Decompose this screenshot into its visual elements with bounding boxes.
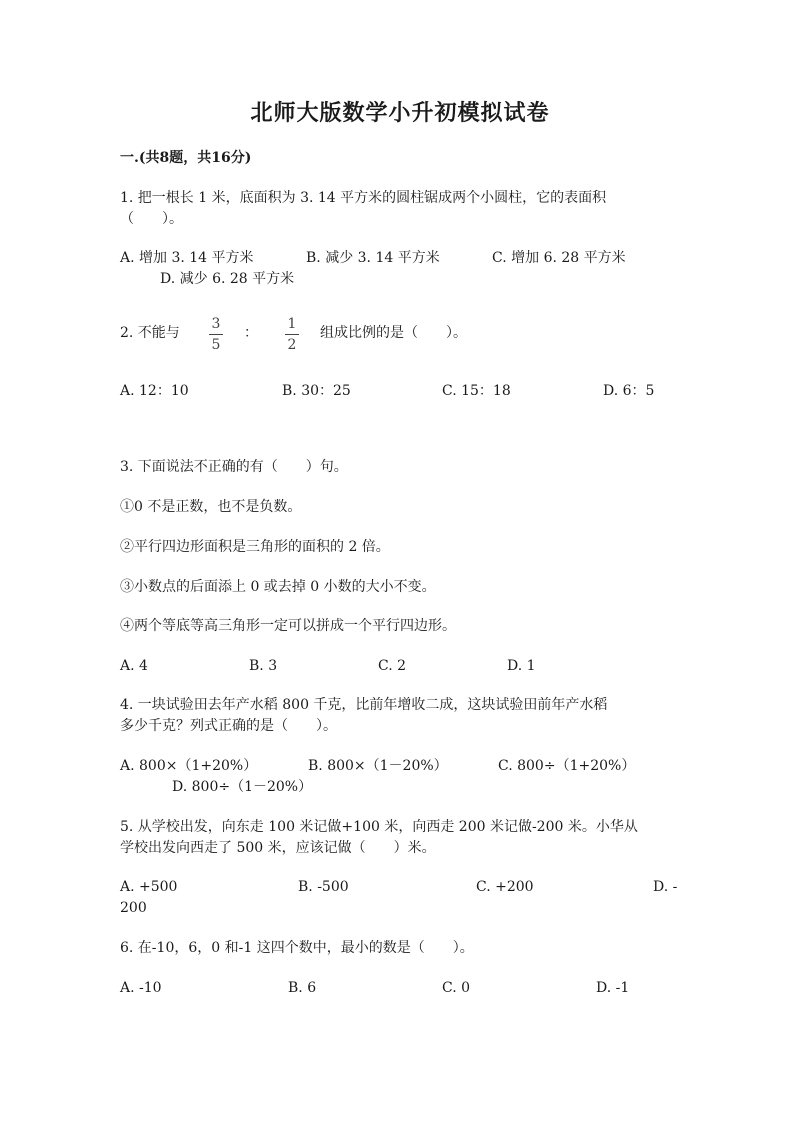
option-b[interactable]: B. 6: [288, 980, 317, 996]
option-d[interactable]: D. 减少 6. 28 平方米: [160, 271, 295, 287]
option-c[interactable]: C. 0: [442, 980, 471, 996]
question-stem: 学校出发向西走了 500 米，应该记做（ ）米。: [120, 840, 436, 856]
question-stem: 多少千克？列式正确的是（ ）。: [120, 718, 337, 734]
statement-item: ④两个等底等高三角形一定可以拼成一个平行四边形。: [120, 618, 456, 634]
option-c[interactable]: C. +200: [476, 879, 534, 895]
option-a[interactable]: A. 增加 3. 14 平方米: [120, 250, 254, 266]
option-b[interactable]: B. 800×（1－20%）: [308, 758, 448, 774]
fraction-denominator: 5: [211, 337, 221, 353]
fraction-numerator: 3: [211, 316, 221, 332]
option-b[interactable]: B. 减少 3. 14 平方米: [306, 250, 440, 266]
option-a[interactable]: A. -10: [120, 980, 162, 996]
question-stem: 1. 把一根长 1 米，底面积为 3. 14 平方米的圆柱锯成两个小圆柱，它的表面积: [120, 190, 607, 206]
statement-item: ③小数点的后面添上 0 或去掉 0 小数的大小不变。: [120, 579, 436, 595]
option-a[interactable]: A. 4: [120, 658, 148, 674]
statement-item: ①0 不是正数，也不是负数。: [120, 499, 302, 515]
option-a[interactable]: A. +500: [120, 879, 178, 895]
question-stem: 组成比例的是（ ）。: [320, 325, 467, 341]
option-d[interactable]: D. 1: [507, 658, 536, 674]
option-c[interactable]: C. 800÷（1+20%）: [498, 758, 636, 774]
fraction-numerator: 1: [287, 316, 297, 332]
fraction-denominator: 2: [287, 337, 297, 353]
question-stem: 6. 在-10，6，0 和-1 这四个数中，最小的数是（ ）。: [120, 940, 474, 956]
option-b[interactable]: B. -500: [298, 879, 349, 895]
option-d[interactable]: D. 800÷（1－20%）: [172, 779, 313, 795]
fraction: [285, 316, 299, 353]
option-a[interactable]: A. 12：10: [120, 383, 189, 399]
option-d[interactable]: D. -1: [596, 980, 630, 996]
question-stem: 5. 从学校出发，向东走 100 米记做+100 米，向西走 200 米记做-200 米。小华从: [120, 819, 638, 835]
fraction: [209, 316, 223, 353]
option-b[interactable]: B. 3: [249, 658, 278, 674]
section-heading: 一.(共8题，共16分): [120, 150, 252, 166]
option-d[interactable]: D. -: [653, 879, 678, 895]
option-d-wrap: 200: [120, 900, 147, 916]
question-stem: 2. 不能与: [120, 325, 180, 341]
question-stem: （ ）。: [120, 211, 183, 227]
option-b[interactable]: B. 30：25: [282, 383, 351, 399]
ratio-colon: ：: [244, 325, 258, 341]
option-c[interactable]: C. 2: [378, 658, 407, 674]
fraction-bar: [285, 334, 299, 335]
option-a[interactable]: A. 800×（1+20%）: [120, 758, 258, 774]
page-title: 北师大版数学小升初模拟试卷: [250, 100, 550, 126]
option-c[interactable]: C. 增加 6. 28 平方米: [492, 250, 626, 266]
statement-item: ②平行四边形面积是三角形的面积的 2 倍。: [120, 539, 390, 555]
option-c[interactable]: C. 15：18: [442, 383, 511, 399]
question-stem: 4. 一块试验田去年产水稻 800 千克，比前年增收二成，这块试验田前年产水稻: [120, 697, 608, 713]
question-stem: 3. 下面说法不正确的有（ ）句。: [120, 459, 348, 475]
option-d[interactable]: D. 6：5: [603, 383, 655, 399]
fraction-bar: [209, 334, 223, 335]
